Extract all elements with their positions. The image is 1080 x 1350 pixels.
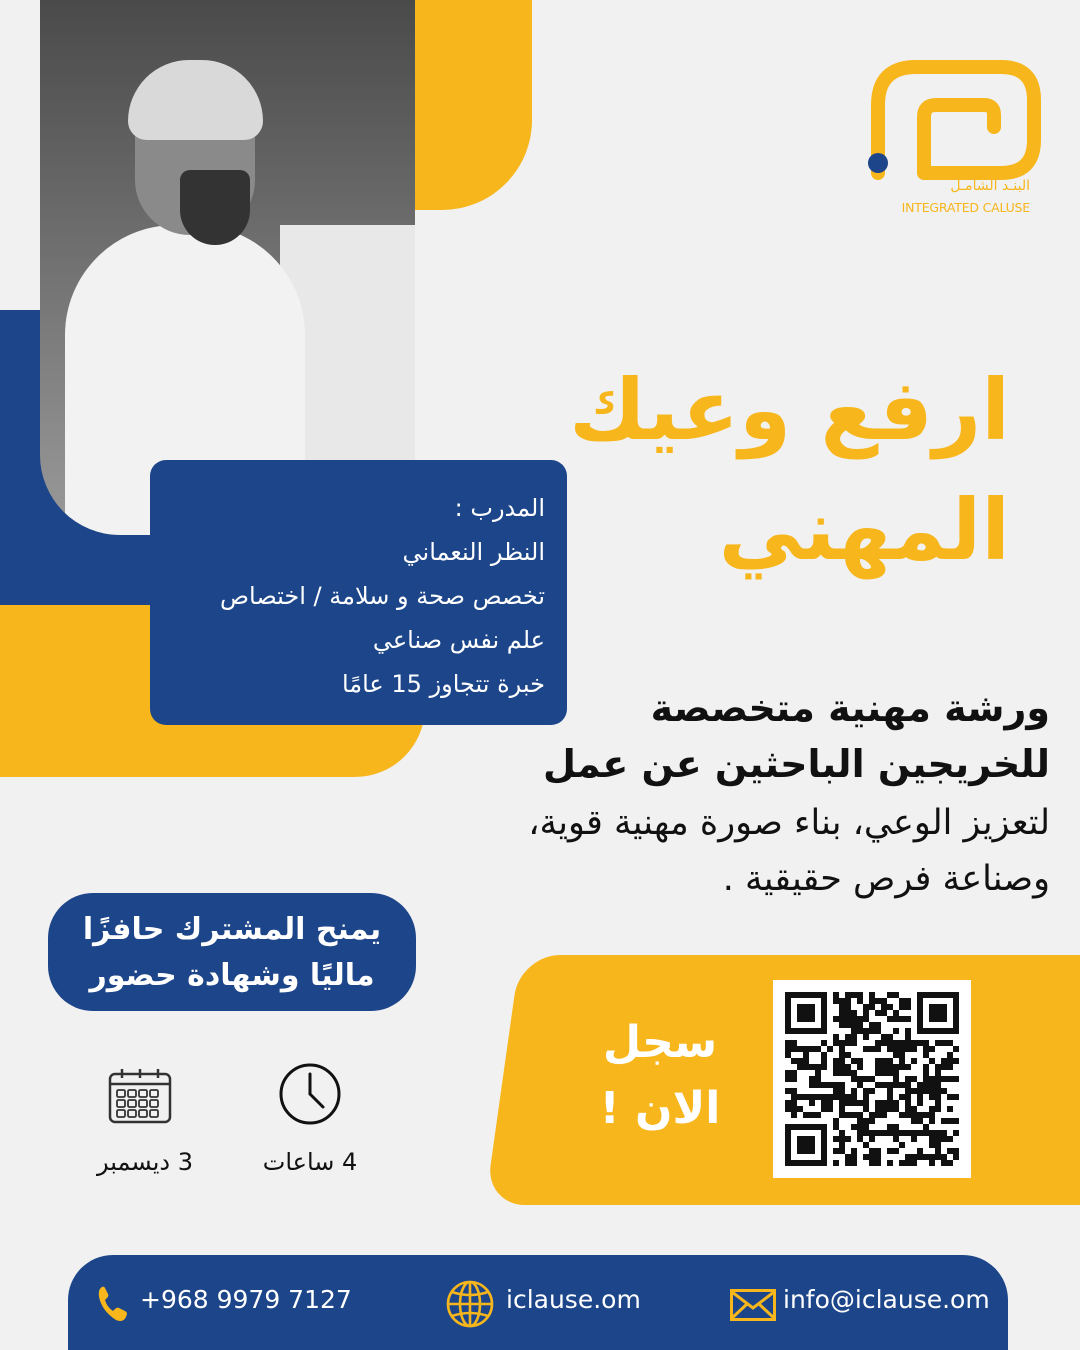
workshop-title-line-2: للخريجين الباحثين عن عمل [542, 742, 1050, 786]
trainer-turban-shape [128, 60, 263, 140]
mail-icon [730, 1289, 776, 1321]
workshop-title-line-1: ورشة مهنية متخصصة [650, 686, 1050, 730]
trainer-specialty-2: علم نفس صناعي [372, 626, 545, 654]
contact-phone[interactable]: +968 9979 7127 [140, 1285, 352, 1314]
headline [550, 350, 1010, 590]
qr-code-graphic [773, 980, 971, 1178]
qr-code-icon[interactable] [773, 980, 971, 1178]
event-duration: 4 ساعات [262, 1148, 358, 1176]
headline-line-2: المهني [718, 481, 1010, 579]
register-cta[interactable] [590, 1010, 730, 1142]
calendar-icon [108, 1068, 172, 1124]
trainer-experience: خبرة تتجاوز 15 عامًا [341, 670, 545, 698]
incentive-line-2: ماليًا وشهادة حضور [89, 958, 375, 993]
incentive-badge [48, 893, 416, 1011]
event-date: 3 ديسمبر [96, 1148, 194, 1176]
headline-line-1: ارفع وعيك [569, 361, 1010, 459]
trainer-label: المدرب : [454, 494, 545, 522]
brand-name-en: INTEGRATED CALUSE [901, 200, 1030, 215]
workshop-description [350, 795, 1050, 907]
contact-email[interactable]: info@iclause.om [783, 1285, 990, 1314]
trainer-beard-shape [180, 170, 250, 245]
clock-icon [278, 1062, 342, 1126]
register-line-2: الان ! [599, 1083, 721, 1134]
workshop-title [490, 680, 1050, 792]
incentive-line-1: يمنح المشترك حافزًا [82, 912, 382, 947]
register-line-1: سجل [602, 1017, 718, 1068]
globe-icon [445, 1279, 495, 1329]
trainer-name: النظر النعماني [402, 538, 545, 566]
brand-name-ar: البنـد الشامـل [950, 178, 1030, 194]
contact-footer [68, 1255, 1008, 1350]
contact-website[interactable]: iclause.om [506, 1285, 641, 1314]
brand-logo-icon [866, 55, 1041, 220]
trainer-photo [40, 0, 415, 535]
phone-icon [96, 1283, 130, 1323]
trainer-specialty: تخصص صحة و سلامة / اختصاص [220, 582, 545, 610]
workshop-description-line-1: لتعزيز الوعي، بناء صورة مهنية قوية، [528, 803, 1050, 843]
workshop-description-line-2: وصناعة فرص حقيقية . [722, 859, 1050, 899]
